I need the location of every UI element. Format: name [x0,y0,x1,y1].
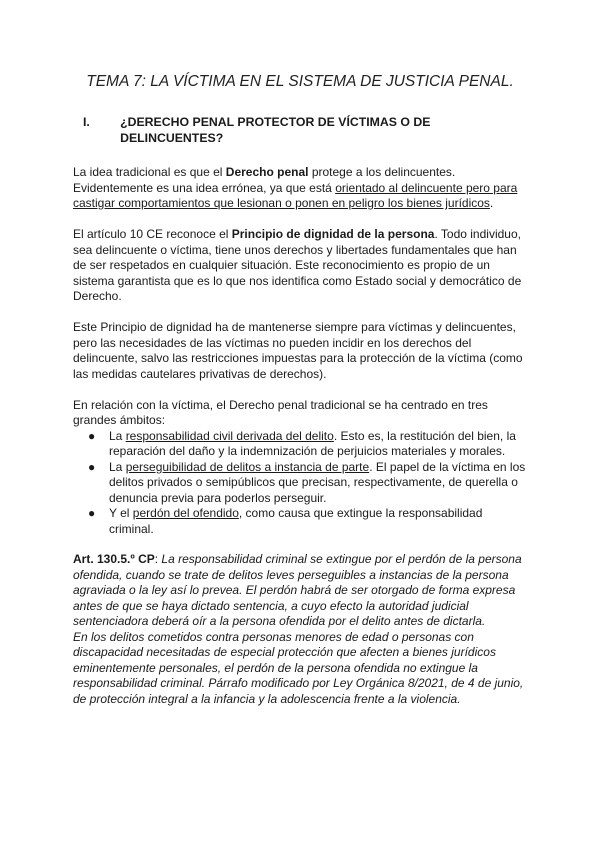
paragraph-3: Este Principio de dignidad ha de mantenerse siempre para víctimas y delincuentes, pero las necesidades de las víctimas no pueden incidir en los derechos del delincuente, salvo las restricciones impuestas para la protección de la víctima (como las medidas cautelares privativas de derechos). [73,320,523,381]
p1-text-1: La idea tradicional es que el [73,165,226,179]
bullet-icon: ● [88,506,96,520]
p1-text-3: . [489,196,494,210]
bullet-1-underline: responsabilidad civil derivada del delito [125,428,334,443]
bullet-2-post: . El papel de la víctima en los delitos privados o semipúblicos que precisan, respectivamente, de querella o denuncia previa para poderlos perseguir. [109,459,526,505]
bullet-icon: ● [88,428,96,443]
document-title: TEMA 7: LA VÍCTIMA EN EL SISTEMA DE JUSTICIA PENAL. [86,73,514,90]
bullet-3-underline: perdón del ofendido [132,506,239,520]
bullet-3-post: , como causa que extingue la responsabilidad criminal. [109,506,483,536]
p2-text-2: . Todo individuo, sea delincuente o víctima, tiene unos derechos y libertades fundamentales que han de ser respetados en cualquier situación. Este reconocimiento es propio de un sistema garantista que es lo que nos identifica como Estado social y democrático de Derecho. [73,227,522,303]
paragraph-1 [73,165,527,212]
bullet-3-pre: Y el [109,506,133,520]
section-number: I. [83,115,90,129]
bullet-icon: ● [88,459,96,474]
paragraph-2 [73,227,527,305]
list-item [88,428,527,460]
p1-text-2: protege a los delincuentes. Evidentemente es una idea errónea, ya que está [73,165,456,195]
p1-underline-1: orientado al delincuente pero para castigar comportamientos que lesionan o ponen en peligro los bienes jurídicos [73,180,518,210]
paragraph-4: En relación con la víctima, el Derecho penal tradicional se ha centrado en tres grandes ámbitos: [73,397,488,427]
article-text-2: En los delitos cometidos contra personas menores de edad o personas con discapacidad necesitadas de especial protección que afecten a bienes jurídicos eminentemente personales, el perdón de la persona ofendida no extingue la responsabilidad criminal. Párrafo modificado por Ley Orgánica 8/2021, de 4 de junio, de protección integral a la infancia y la adolescencia frente a la violencia. [73,629,524,706]
p2-bold-1: Principio de dignidad de la persona [231,227,435,241]
list-item [88,459,527,507]
section-heading [73,114,527,146]
bullet-list [73,429,527,538]
bullet-2-pre: La [109,459,126,474]
article-reference: Art. 130.5.º CP [73,552,155,566]
article-quote [73,552,527,707]
bullet-2-underline: perseguibilidad de delitos a instancia de parte [125,459,370,474]
section-title: ¿DERECHO PENAL PROTECTOR DE VÍCTIMAS O DE DELINCUENTES? [120,115,431,145]
article-text-1: La responsabilidad criminal se extingue por el perdón de la persona ofendida, cuando se trate de delitos leves perseguibles a instancias de la persona agraviada o la ley así lo prevea. El perdón habrá de ser otorgado de forma expresa antes de que se haya dictado sentencia, a cuyo efecto la autoridad judicial sentenciadora deberá oír a la persona ofendida por el delito antes de dictarla. [73,552,522,628]
bullet-1-pre: La [109,428,126,443]
bullet-1-post: . Esto es, la restitución del bien, la reparación del daño y la indemnización de perjuicios materiales y morales. [109,428,516,458]
p1-bold-1: Derecho penal [225,165,309,179]
article-separator: : [154,552,162,566]
p2-text-1: El artículo 10 CE reconoce el [73,227,232,241]
list-item [88,506,527,537]
